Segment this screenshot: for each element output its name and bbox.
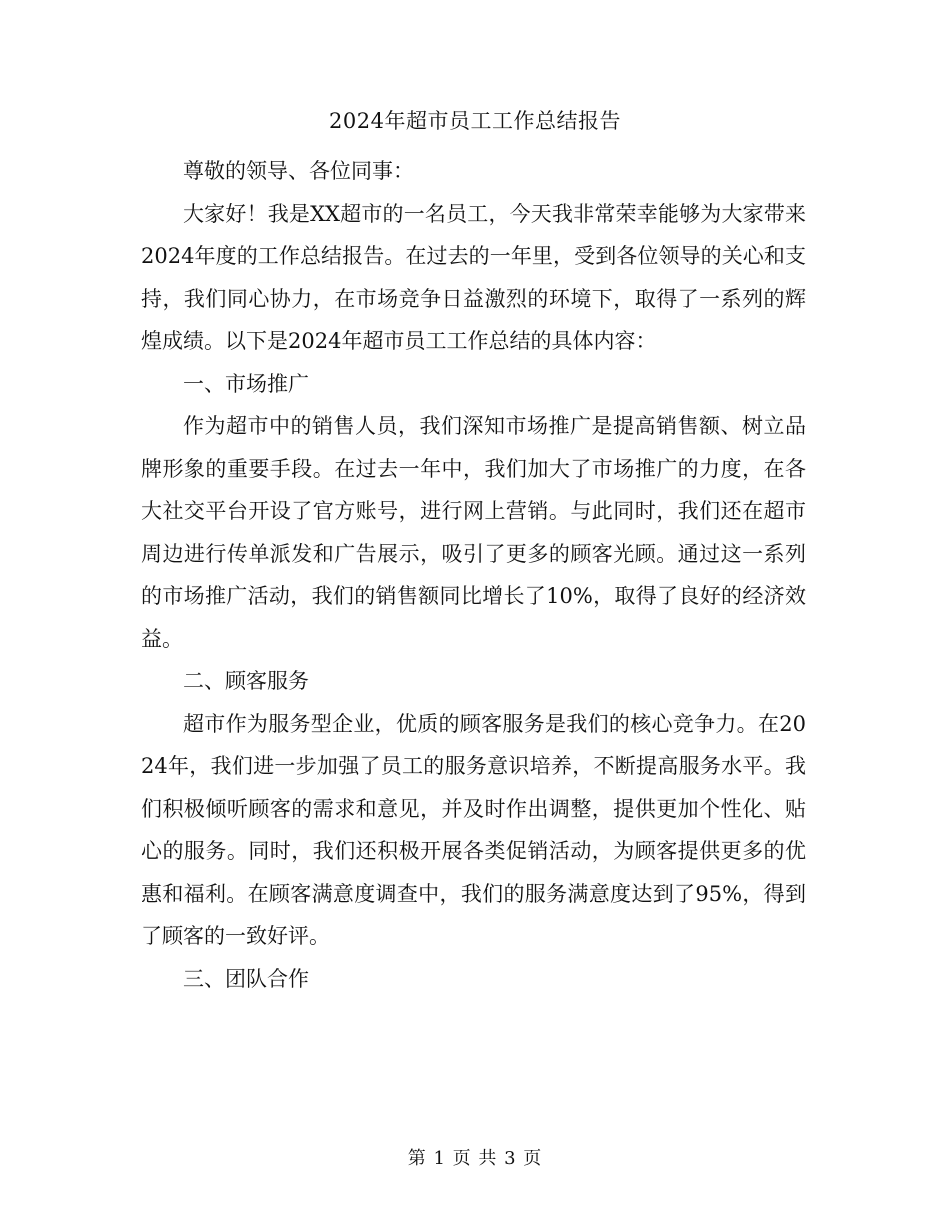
page-footer: 第 1 页 共 3 页 [407,1148,543,1169]
section-heading-marketing: 一、市场推广 [183,371,309,396]
document-title: 2024年超市员工工作总结报告 [329,109,621,133]
intro-paragraph: 大家好！我是XX超市的一名员工，今天我非常荣幸能够为大家带来2024年度的工作总结报告。在过去的一年里，受到各位领导的关心和支持，我们同心协力，在市场竞争日益激烈的环境下，取得了一系列的辉煌成绩。以下是2024年超市员工工作总结的具体内容： [141,201,806,353]
section-heading-service: 二、顾客服务 [183,669,309,693]
service-paragraph: 超市作为服务型企业，优质的顾客服务是我们的核心竞争力。在2024年，我们进一步加强了员工的服务意识培养，不断提高服务水平。我们积极倾听顾客的需求和意见，并及时作出调整，提供更加个性化、贴心的服务。同时，我们还积极开展各类促销活动，为顾客提供更多的优惠和福利。在顾客满意度调查中，我们的服务满意度达到了95%，得到了顾客的一致好评。 [141,711,806,948]
marketing-paragraph: 作为超市中的销售人员，我们深知市场推广是提高销售额、树立品牌形象的重要手段。在过去一年中，我们加大了市场推广的力度，在各大社交平台开设了官方账号，进行网上营销。与此同时，我们还在超市周边进行传单派发和广告展示，吸引了更多的顾客光顾。通过这一系列的市场推广活动，我们的销售额同比增长了10%，取得了良好的经济效益。 [141,414,806,651]
section-heading-teamwork: 三、团队合作 [183,966,309,991]
document-body [141,150,806,1000]
greeting-paragraph: 尊敬的领导、各位同事： [183,159,414,183]
